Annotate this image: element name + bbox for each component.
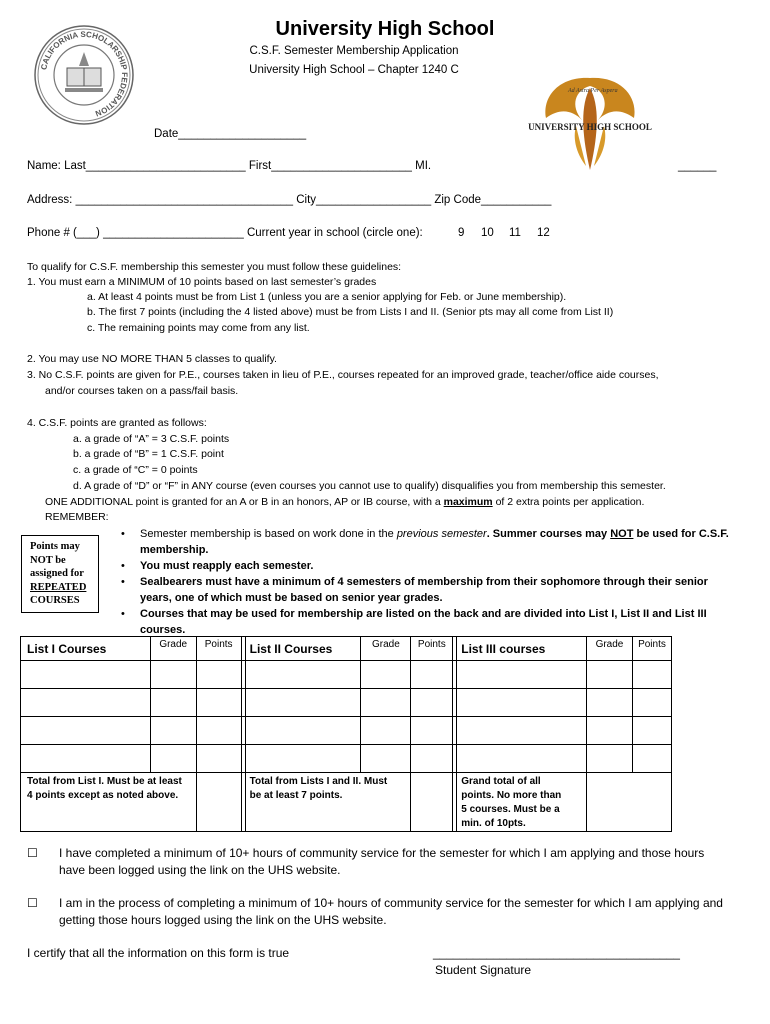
bullet-semester-membership: • Semester membership is based on work done in the previous semester. Summer courses may NOT be used for C.S.F.: [121, 528, 729, 540]
list3-grade-header: Grade: [595, 639, 624, 650]
rule-1a: a. At least 4 points must be from List 1 (unless you are a senior applying for Feb. or June membership).: [87, 291, 567, 303]
table-totals-row: [21, 773, 672, 832]
rule-4: 4. C.S.F. points are granted as follows:: [27, 417, 207, 429]
rule-1: 1. You must earn a MINIMUM of 10 points based on last semester’s grades: [27, 276, 377, 288]
list1-total-label: Total from List I. Must be at least 4 points except as noted above.: [21, 773, 197, 832]
rules-intro: To qualify for C.S.F. membership this semester you must follow these guidelines:: [27, 261, 402, 273]
rule-3: 3. No C.S.F. points are given for P.E., courses taken in lieu of P.E., courses repeated for an improved grade, teacher/office aide courses,: [27, 369, 659, 381]
rule-4b: b. a grade of “B” = 1 C.S.F. point: [73, 448, 224, 460]
uhs-phoenix-logo: [520, 66, 660, 178]
grade-option-9[interactable]: 9: [458, 227, 465, 239]
rule-1b: b. The first 7 points (including the 4 listed above) must be from Lists I and II. (Senior pts may all come from List II): [87, 306, 614, 318]
list3-header: List III courses: [461, 642, 546, 656]
repeated-courses-note: Points may NOT be assigned for REPEATED COURSES: [21, 535, 99, 613]
table-row[interactable]: [21, 661, 672, 689]
list1-points-header: Points: [204, 639, 233, 650]
in-progress-hours-text: I am in the process of completing a minimum of 10+ hours of community service for the semester for which I am applying and: [59, 896, 723, 910]
svg-text:CALIFORNIA SCHOLARSHIP FEDERAT: CALIFORNIA SCHOLARSHIP FEDERATION: [39, 29, 130, 119]
bullet-course-lists: • Courses that may be used for membership are listed on the back and are divided into List I, List II and List III: [121, 608, 707, 620]
rule-4c: c. a grade of “C” = 0 points: [73, 464, 198, 476]
completed-hours-text-cont: have been logged using the link on the UHS website.: [59, 863, 341, 877]
course-table: [20, 636, 672, 832]
list2-total-label: Total from Lists I and II. Must be at least 7 points.: [245, 773, 411, 832]
phone-field[interactable]: Phone # (___) ______________________ Current year in school (circle one):: [27, 227, 423, 239]
bullet-sealbearers: • Sealbearers must have a minimum of 4 semesters of membership from their sophomore through their senior: [121, 576, 708, 588]
completed-hours-text: I have completed a minimum of 10+ hours of community service for the semester for which I am applying and those hours: [59, 846, 705, 860]
in-progress-hours-text-cont: getting those hours logged using the link on the UHS website.: [59, 913, 387, 927]
date-field[interactable]: Date____________________: [154, 128, 307, 140]
page-title: University High School: [275, 18, 495, 40]
address-field[interactable]: Address: __________________________________ City__________________ Zip Code___________: [27, 194, 552, 206]
table-row[interactable]: [21, 745, 672, 773]
signature-label: Student Signature: [435, 963, 532, 977]
bullet-semester-membership-cont: membership.: [140, 544, 209, 556]
mi-field[interactable]: ______: [678, 160, 717, 172]
remember-label: REMEMBER:: [45, 511, 109, 523]
svg-text:UNIVERSITY HIGH SCHOOL: UNIVERSITY HIGH SCHOOL: [528, 122, 652, 132]
list2-total-cell[interactable]: [411, 773, 453, 832]
table-row[interactable]: [21, 689, 672, 717]
rule-1c: c. The remaining points may come from any list.: [87, 322, 310, 334]
chapter-subtitle: University High School – Chapter 1240 C: [249, 64, 459, 76]
list3-points-header: Points: [638, 639, 666, 650]
list2-header: List II Courses: [249, 642, 333, 656]
grand-total-cell[interactable]: [587, 773, 672, 832]
list2-grade-header: Grade: [371, 639, 400, 650]
grade-option-11[interactable]: 11: [509, 227, 521, 239]
list1-total-cell[interactable]: [196, 773, 241, 832]
signature-line[interactable]: _____________________________________: [433, 946, 680, 960]
grade-option-12[interactable]: 12: [537, 227, 550, 239]
rule-4a: a. a grade of “A” = 3 C.S.F. points: [73, 433, 230, 445]
completed-hours-checkbox[interactable]: ☐: [27, 846, 38, 860]
list1-header: List I Courses: [27, 642, 107, 656]
name-field[interactable]: Name: Last_________________________ First______________________ MI.: [27, 160, 432, 172]
form-subtitle: C.S.F. Semester Membership Application: [249, 45, 459, 57]
list1-grade-header: Grade: [159, 639, 188, 650]
rule-2: 2. You may use NO MORE THAN 5 classes to qualify.: [27, 353, 277, 365]
grade-option-10[interactable]: 10: [481, 227, 494, 239]
table-row[interactable]: [21, 717, 672, 745]
certify-statement: I certify that all the information on this form is true: [27, 946, 290, 960]
bullet-reapply: • You must reapply each semester.: [121, 560, 314, 572]
rule-4d: d. A grade of “D” or “F” in ANY course (even courses you cannot use to qualify) disqualifies you from membership this semester.: [73, 480, 666, 492]
list2-points-header: Points: [417, 639, 446, 650]
bullet-course-lists-cont: courses.: [140, 624, 186, 636]
table-header-row: [21, 637, 672, 661]
rule-3-cont: and/or courses taken on a pass/fail basis.: [45, 385, 239, 397]
svg-text:Ad Astra Per Aspera: Ad Astra Per Aspera: [568, 88, 618, 94]
in-progress-hours-checkbox[interactable]: ☐: [27, 896, 38, 910]
additional-point-rule: ONE ADDITIONAL point is granted for an A or B in an honors, AP or IB course, with a maximum of 2 extra points per application.: [45, 496, 645, 508]
bullet-sealbearers-cont: years, one of which must be based on senior year grades.: [140, 592, 443, 604]
grand-total-label: Grand total of all points. No more than 5 courses. Must be a min. of 10pts.: [457, 773, 587, 832]
